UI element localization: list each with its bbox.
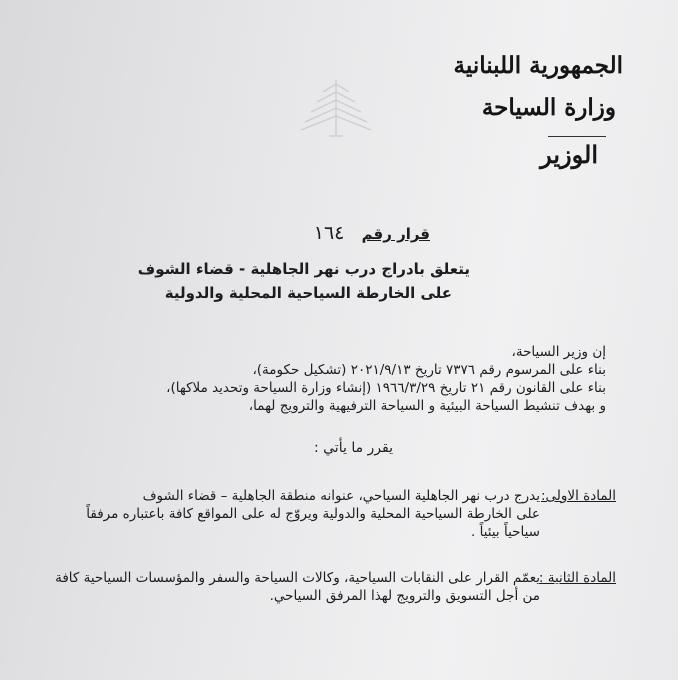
letterhead-republic: الجمهورية اللبنانية <box>453 52 623 79</box>
subject-line-2: على الخارطة السياحية المحلية والدولية <box>164 284 452 302</box>
preamble-line: إن وزير السياحة، <box>511 344 606 360</box>
decision-number-line <box>314 222 430 244</box>
letterhead-divider <box>548 136 606 137</box>
article-1-line: يدرج درب نهر الجاهلية السياحي، عنوانه منطقة الجاهلية – قضاء الشوف <box>142 488 540 504</box>
decision-number: ١٦٤ <box>313 222 345 244</box>
article-2-line: من أجل التسويق والترويج لهذا المرفق السياحي. <box>269 588 540 604</box>
preamble-line: بناء على القانون رقم ٢١ تاريخ ١٩٦٦/٣/٢٩ (إنشاء وزارة السياحة وتحديد ملاكها)، <box>166 380 606 396</box>
letterhead-ministry: وزارة السياحة <box>481 94 616 121</box>
article-2-line: يعمّم القرار على النقابات السياحية، وكالات السياحة والسفر والمؤسسات السياحية كافة <box>55 570 540 586</box>
subject-line-1: يتعلق بادراج درب نهر الجاهلية - قضاء الشوف <box>137 260 470 278</box>
cedar-emblem-icon <box>293 74 379 144</box>
preamble-line: بناء على المرسوم رقم ٧٣٧٦ تاريخ ٢٠٢١/٩/١٣ (تشكيل حكومة)، <box>252 362 606 378</box>
article-1-line: سياحياً بيئياً . <box>471 524 540 540</box>
article-2-label: المادة الثانية : <box>538 570 616 586</box>
letterhead-minister: الوزير <box>540 140 598 169</box>
decides-heading: يقرر ما يأتي : <box>313 440 393 456</box>
article-1-line: على الخارطة السياحية المحلية والدولية ويروّج له على المواقع كافة باعتباره مرفقاً <box>86 506 540 522</box>
preamble-line: و بهدف تنشيط السياحة البيئية و السياحة الترفيهية والترويج لهما، <box>248 398 606 414</box>
article-1-label: المادة الاولى: <box>540 488 616 504</box>
decision-label: قرار رقم <box>361 225 430 243</box>
